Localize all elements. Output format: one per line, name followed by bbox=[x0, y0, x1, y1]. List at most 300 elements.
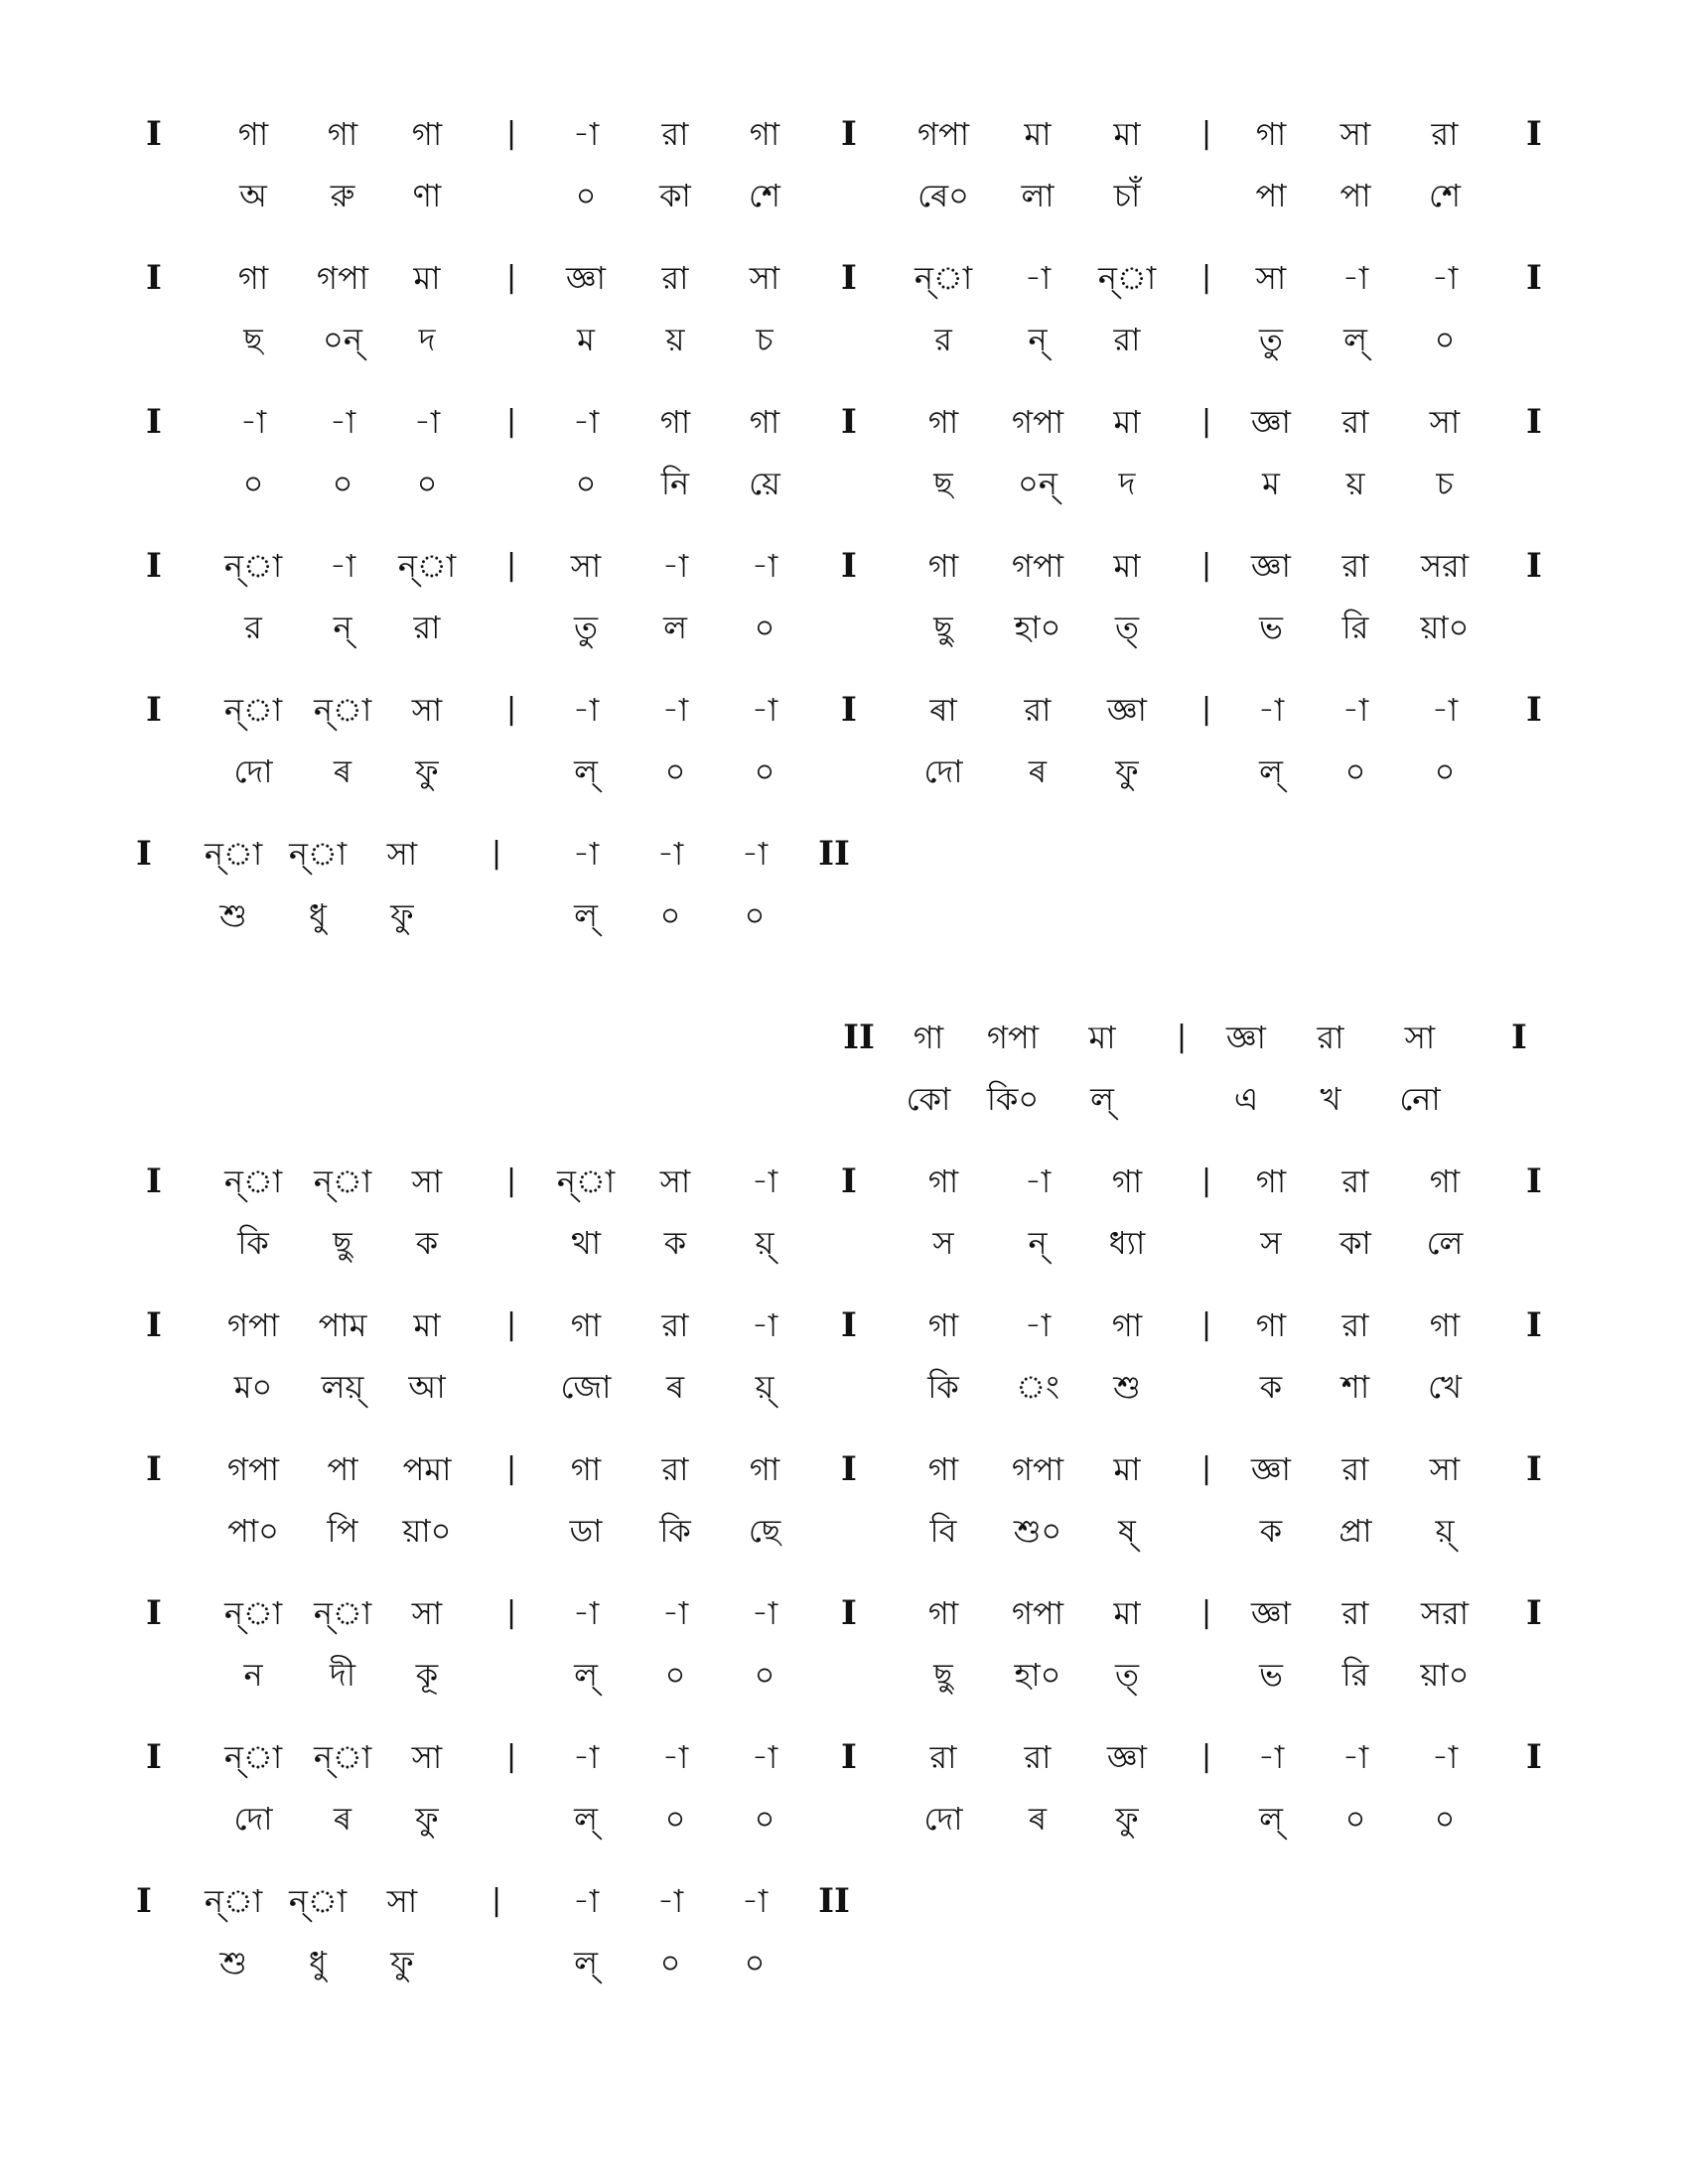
bar-line: II bbox=[843, 1018, 875, 1057]
lyric-syllable: ০ bbox=[1434, 752, 1456, 790]
note-cell: গপা bbox=[917, 115, 969, 153]
note-cell: গা bbox=[927, 1450, 959, 1488]
note-cell: সা bbox=[411, 1594, 443, 1632]
note-cell: রা bbox=[1341, 547, 1369, 585]
note-cell: গা bbox=[927, 1594, 959, 1632]
bar-line: II bbox=[818, 834, 850, 874]
lyric-syllable: ন্ bbox=[1028, 1224, 1048, 1262]
bar-line: I bbox=[841, 1305, 857, 1345]
lyric-syllable: ০ bbox=[1434, 1800, 1456, 1838]
lyric-syllable: ম bbox=[1262, 465, 1280, 502]
lyric-syllable: য়্ bbox=[755, 1368, 774, 1406]
note-cell: গা bbox=[927, 1162, 959, 1200]
note-cell: মা bbox=[1024, 115, 1052, 153]
lyric-syllable: দো bbox=[923, 1800, 963, 1838]
note-cell: পা bbox=[327, 1450, 358, 1488]
beat-separator: | bbox=[505, 548, 517, 583]
lyric-syllable: ম bbox=[577, 321, 595, 358]
note-cell: সা bbox=[749, 259, 780, 297]
note-cell: গপা bbox=[1012, 547, 1063, 585]
lyric-syllable: ০ন্ bbox=[323, 321, 362, 358]
lyric-syllable: ছু bbox=[933, 1656, 953, 1694]
notation-line-8 bbox=[0, 1161, 1688, 1291]
note-cell: -া bbox=[661, 1738, 689, 1776]
lyric-syllable: কি০ bbox=[986, 1080, 1040, 1118]
note-cell: মা bbox=[1113, 115, 1141, 153]
lyric-syllable: আ bbox=[408, 1368, 446, 1406]
note-cell: -া bbox=[572, 1738, 600, 1776]
notation-line-3 bbox=[0, 402, 1688, 531]
lyric-syllable: ০ bbox=[659, 896, 681, 934]
lyric-syllable: কি bbox=[659, 1512, 691, 1550]
lyric-syllable: ল্ bbox=[1090, 1080, 1114, 1118]
notation-line-11 bbox=[0, 1593, 1688, 1722]
note-cell: জ্ঞা bbox=[1251, 1450, 1291, 1488]
note-cell: ন্া bbox=[556, 1162, 616, 1200]
note-cell: গপা bbox=[227, 1450, 279, 1488]
lyric-syllable: র bbox=[244, 609, 262, 646]
lyric-syllable: য়া০ bbox=[402, 1512, 452, 1550]
bar-line: I bbox=[1526, 114, 1542, 154]
note-cell: রা bbox=[661, 259, 689, 297]
beat-separator: | bbox=[505, 1451, 517, 1486]
lyric-syllable: য়্ bbox=[755, 1224, 774, 1262]
note-cell: জ্ঞা bbox=[1107, 1738, 1147, 1776]
lyric-syllable: ল্ bbox=[574, 1656, 598, 1694]
note-cell: ন্া bbox=[223, 1738, 283, 1776]
note-cell: গা bbox=[1111, 1306, 1143, 1344]
beat-separator: | bbox=[505, 260, 517, 295]
lyric-syllable: চাঁ bbox=[1113, 177, 1141, 214]
bar-line: I bbox=[841, 1161, 857, 1201]
note-cell: সা bbox=[659, 1162, 691, 1200]
notation-line-12 bbox=[0, 1737, 1688, 1866]
lyric-syllable: ০ bbox=[664, 1656, 686, 1694]
note-cell: -া bbox=[1341, 1738, 1369, 1776]
lyric-syllable: য় bbox=[665, 321, 685, 358]
lyric-syllable: কা bbox=[659, 177, 691, 214]
lyric-syllable: য়ে bbox=[749, 465, 780, 502]
lyric-syllable: লে bbox=[1426, 1224, 1464, 1262]
note-cell: গা bbox=[1255, 115, 1287, 153]
bar-line: I bbox=[146, 258, 162, 298]
lyric-syllable: এ bbox=[1233, 1080, 1259, 1118]
lyric-syllable: ল bbox=[663, 609, 687, 646]
lyric-syllable: নি bbox=[660, 465, 690, 502]
note-cell: জ্ঞা bbox=[566, 259, 606, 297]
note-cell: মা bbox=[1113, 547, 1141, 585]
note-cell: ন্া bbox=[397, 547, 457, 585]
lyric-syllable: ধু bbox=[309, 1944, 327, 1981]
beat-separator: | bbox=[1200, 1307, 1212, 1342]
note-cell: -া bbox=[656, 835, 684, 873]
note-cell: ন্া bbox=[223, 691, 283, 729]
bar-line: I bbox=[1526, 1161, 1542, 1201]
note-cell: ন্া bbox=[223, 1162, 283, 1200]
note-cell: সরা bbox=[1420, 547, 1470, 585]
note-cell: -া bbox=[329, 547, 356, 585]
note-cell: রা bbox=[661, 115, 689, 153]
lyric-syllable: দ bbox=[1118, 465, 1136, 502]
note-cell: -া bbox=[656, 1882, 684, 1920]
lyric-syllable: ল্ bbox=[1259, 752, 1283, 790]
note-cell: গা bbox=[749, 1450, 780, 1488]
note-cell: গপা bbox=[1012, 1594, 1063, 1632]
lyric-syllable: ০ bbox=[242, 465, 264, 502]
lyric-syllable: পা bbox=[1339, 177, 1371, 214]
lyric-syllable: নো bbox=[1399, 1080, 1441, 1118]
lyric-syllable: ০ bbox=[1344, 752, 1366, 790]
lyric-syllable: ল্ bbox=[574, 1800, 598, 1838]
lyric-syllable: দী bbox=[330, 1656, 355, 1694]
bar-line: I bbox=[146, 402, 162, 442]
lyric-syllable: ০ bbox=[744, 896, 766, 934]
lyric-syllable: ছু bbox=[933, 609, 953, 646]
note-cell: -া bbox=[1257, 1738, 1285, 1776]
lyric-syllable: ০ bbox=[664, 752, 686, 790]
note-cell: মা bbox=[1113, 1594, 1141, 1632]
lyric-syllable: ল্ bbox=[574, 1944, 598, 1981]
note-cell: গা bbox=[1255, 1162, 1287, 1200]
note-cell: সা bbox=[1404, 1019, 1436, 1056]
note-cell: -া bbox=[751, 1738, 778, 1776]
note-cell: রা bbox=[1341, 1162, 1369, 1200]
lyric-syllable: কা bbox=[1339, 1224, 1371, 1262]
lyric-syllable: তু bbox=[573, 609, 598, 646]
lyric-syllable: ন bbox=[243, 1656, 263, 1694]
lyric-syllable: চ bbox=[1436, 465, 1454, 502]
lyric-syllable: শু bbox=[1113, 1368, 1141, 1406]
bar-line: I bbox=[146, 1161, 162, 1201]
note-cell: গা bbox=[927, 547, 959, 585]
lyric-syllable: ভ bbox=[1259, 609, 1283, 646]
lyric-syllable: ০ bbox=[754, 609, 775, 646]
lyric-syllable: জো bbox=[560, 1368, 612, 1406]
note-cell: সা bbox=[411, 1162, 443, 1200]
bar-line: I bbox=[146, 1593, 162, 1633]
note-cell: গা bbox=[411, 115, 443, 153]
lyric-syllable: রা bbox=[413, 609, 441, 646]
beat-separator: | bbox=[1200, 1451, 1212, 1486]
lyric-syllable: ০ bbox=[332, 465, 353, 502]
lyric-syllable: ফু bbox=[1115, 1800, 1139, 1838]
note-cell: ৰা bbox=[929, 691, 957, 729]
note-cell: ন্া bbox=[1097, 259, 1157, 297]
lyric-syllable: থা bbox=[570, 1224, 601, 1262]
note-cell: -া bbox=[1024, 1306, 1052, 1344]
lyric-syllable: লা bbox=[1021, 177, 1055, 214]
note-cell: -া bbox=[661, 547, 689, 585]
lyric-syllable: ল্ bbox=[1343, 321, 1367, 358]
beat-separator: | bbox=[1200, 548, 1212, 583]
bar-line: I bbox=[146, 546, 162, 586]
note-cell: জ্ঞা bbox=[1226, 1019, 1266, 1056]
lyric-syllable: শা bbox=[1340, 1368, 1370, 1406]
note-cell: মা bbox=[413, 1306, 441, 1344]
lyric-syllable: ৰ bbox=[333, 752, 352, 790]
notation-line-10 bbox=[0, 1449, 1688, 1578]
lyric-syllable: ০ bbox=[1344, 1800, 1366, 1838]
lyric-syllable: ম০ bbox=[233, 1368, 273, 1406]
note-cell: ন্া bbox=[313, 691, 372, 729]
note-cell: রা bbox=[1341, 1594, 1369, 1632]
note-cell: জ্ঞা bbox=[1251, 547, 1291, 585]
lyric-syllable: দো bbox=[233, 752, 273, 790]
bar-line: I bbox=[841, 690, 857, 730]
lyric-syllable: রা bbox=[1113, 321, 1141, 358]
lyric-syllable: রি bbox=[1341, 609, 1369, 646]
note-cell: সা bbox=[570, 547, 602, 585]
note-cell: গা bbox=[570, 1450, 602, 1488]
note-cell: ন্া bbox=[204, 1882, 263, 1920]
note-cell: সরা bbox=[1420, 1594, 1470, 1632]
beat-separator: | bbox=[1200, 1595, 1212, 1630]
lyric-syllable: ল্ bbox=[1259, 1800, 1283, 1838]
note-cell: রা bbox=[1341, 403, 1369, 441]
note-cell: ন্া bbox=[313, 1162, 372, 1200]
note-cell: মা bbox=[1113, 403, 1141, 441]
note-cell: গপা bbox=[227, 1306, 279, 1344]
lyric-syllable: পা bbox=[1255, 177, 1287, 214]
notation-line-4 bbox=[0, 546, 1688, 675]
note-cell: -া bbox=[751, 1162, 778, 1200]
lyric-syllable: লয়্ bbox=[321, 1368, 364, 1406]
bar-line: I bbox=[146, 690, 162, 730]
beat-separator: | bbox=[505, 1739, 517, 1774]
bar-line: I bbox=[1526, 402, 1542, 442]
bar-line: I bbox=[136, 1881, 152, 1921]
lyric-syllable: র bbox=[934, 321, 952, 358]
lyric-syllable: দো bbox=[233, 1800, 273, 1838]
note-cell: গা bbox=[749, 403, 780, 441]
beat-separator: | bbox=[491, 1883, 502, 1918]
note-cell: রা bbox=[1431, 115, 1459, 153]
note-cell: ন্া bbox=[223, 1594, 283, 1632]
lyric-syllable: দো bbox=[923, 752, 963, 790]
lyric-syllable: ০ bbox=[659, 1944, 681, 1981]
note-cell: -া bbox=[572, 1882, 600, 1920]
beat-separator: | bbox=[1200, 404, 1212, 439]
lyric-syllable: শু bbox=[219, 1944, 247, 1981]
lyric-syllable: ল্ bbox=[574, 896, 598, 934]
lyric-syllable: ছু bbox=[333, 1224, 352, 1262]
note-cell: মা bbox=[413, 259, 441, 297]
note-cell: -া bbox=[751, 547, 778, 585]
lyric-syllable: ক bbox=[663, 1224, 687, 1262]
lyric-syllable: ত্ bbox=[1114, 609, 1139, 646]
note-cell: -া bbox=[239, 403, 267, 441]
note-cell: -া bbox=[741, 835, 769, 873]
bar-line: I bbox=[841, 114, 857, 154]
bar-line: I bbox=[146, 1449, 162, 1489]
lyric-syllable: ০ন্ bbox=[1018, 465, 1057, 502]
lyric-syllable: য়্ bbox=[1435, 1512, 1455, 1550]
lyric-syllable: ৰ bbox=[665, 1368, 685, 1406]
beat-separator: | bbox=[505, 692, 517, 727]
lyric-syllable: ষ্ bbox=[1118, 1512, 1136, 1550]
note-cell: ন্া bbox=[288, 1882, 348, 1920]
note-cell: -া bbox=[413, 403, 441, 441]
lyric-syllable: কি bbox=[237, 1224, 269, 1262]
bar-line: I bbox=[1526, 1593, 1542, 1633]
lyric-syllable: প্রা bbox=[1338, 1512, 1372, 1550]
note-cell: -া bbox=[1024, 1162, 1052, 1200]
lyric-syllable: ৰ bbox=[1028, 752, 1048, 790]
note-cell: -া bbox=[1024, 259, 1052, 297]
note-cell: রা bbox=[1341, 1306, 1369, 1344]
note-cell: জ্ঞা bbox=[1107, 691, 1147, 729]
bar-line: I bbox=[1526, 546, 1542, 586]
bar-line: II bbox=[818, 1881, 850, 1921]
beat-separator: | bbox=[505, 116, 517, 151]
bar-line: I bbox=[1526, 690, 1542, 730]
bar-line: I bbox=[841, 1593, 857, 1633]
note-cell: ন্া bbox=[313, 1594, 372, 1632]
note-cell: রা bbox=[661, 1450, 689, 1488]
lyric-syllable: য় bbox=[1345, 465, 1365, 502]
lyric-syllable: ণা bbox=[412, 177, 442, 214]
lyric-syllable: য়া০ bbox=[1420, 1656, 1470, 1694]
note-cell: -া bbox=[661, 1594, 689, 1632]
notation-line-1 bbox=[0, 114, 1688, 243]
note-cell: মা bbox=[1088, 1019, 1116, 1056]
lyric-syllable: বি bbox=[929, 1512, 957, 1550]
note-cell: ন্া bbox=[223, 547, 283, 585]
lyric-syllable: খে bbox=[1428, 1368, 1462, 1406]
lyric-syllable: ফু bbox=[390, 896, 414, 934]
lyric-syllable: ছ bbox=[243, 321, 263, 358]
note-cell: -া bbox=[572, 691, 600, 729]
notation-line-9 bbox=[0, 1305, 1688, 1434]
lyric-syllable: কো bbox=[906, 1080, 951, 1118]
lyric-syllable: কূ bbox=[415, 1656, 439, 1694]
lyric-syllable: ং bbox=[1016, 1368, 1059, 1406]
lyric-syllable: দ bbox=[418, 321, 436, 358]
bar-line: I bbox=[841, 1737, 857, 1777]
note-cell: রা bbox=[1341, 1450, 1369, 1488]
lyric-syllable: ন্ bbox=[333, 609, 352, 646]
note-cell: গপা bbox=[1012, 403, 1063, 441]
note-cell: -া bbox=[1341, 259, 1369, 297]
lyric-syllable: ০ bbox=[754, 1656, 775, 1694]
lyric-syllable: হা০ bbox=[1014, 1656, 1061, 1694]
lyric-syllable: ধু bbox=[309, 896, 327, 934]
note-cell: পাম bbox=[318, 1306, 367, 1344]
beat-separator: | bbox=[1200, 1163, 1212, 1198]
beat-separator: | bbox=[505, 404, 517, 439]
lyric-syllable: ছে bbox=[748, 1512, 781, 1550]
note-cell: সা bbox=[1255, 259, 1287, 297]
bar-line: I bbox=[146, 114, 162, 154]
bar-line: I bbox=[136, 834, 152, 874]
lyric-syllable: রু bbox=[330, 177, 355, 214]
note-cell: গা bbox=[927, 1306, 959, 1344]
lyric-syllable: চ bbox=[756, 321, 774, 358]
lyric-syllable: ০ bbox=[575, 177, 597, 214]
lyric-syllable: পি bbox=[327, 1512, 358, 1550]
note-cell: সা bbox=[386, 1882, 418, 1920]
lyric-syllable: ৰ bbox=[333, 1800, 352, 1838]
lyric-syllable: ০ bbox=[1434, 321, 1456, 358]
note-cell: -া bbox=[572, 835, 600, 873]
beat-separator: | bbox=[505, 1163, 517, 1198]
lyric-syllable: ০ bbox=[744, 1944, 766, 1981]
notation-line-7 bbox=[0, 1018, 1688, 1147]
lyric-syllable: ০ bbox=[575, 465, 597, 502]
lyric-syllable: কি bbox=[927, 1368, 959, 1406]
note-cell: ন্া bbox=[313, 1738, 372, 1776]
lyric-syllable: ৰ bbox=[1028, 1800, 1048, 1838]
lyric-syllable: ০ bbox=[416, 465, 438, 502]
note-cell: -া bbox=[1341, 691, 1369, 729]
lyric-syllable: স bbox=[932, 1224, 954, 1262]
note-cell: রা bbox=[1024, 1738, 1052, 1776]
lyric-syllable: হা০ bbox=[1014, 609, 1061, 646]
bar-line: I bbox=[1526, 1737, 1542, 1777]
lyric-syllable: পা০ bbox=[227, 1512, 279, 1550]
note-cell: গা bbox=[749, 115, 780, 153]
note-cell: গা bbox=[913, 1019, 944, 1056]
note-cell: জ্ঞা bbox=[1251, 1594, 1291, 1632]
note-cell: -া bbox=[1257, 691, 1285, 729]
note-cell: গা bbox=[237, 115, 269, 153]
lyric-syllable: ফু bbox=[390, 1944, 414, 1981]
note-cell: গা bbox=[570, 1306, 602, 1344]
bar-line: I bbox=[146, 1737, 162, 1777]
note-cell: গা bbox=[659, 403, 691, 441]
beat-separator: | bbox=[1200, 116, 1212, 151]
note-cell: সা bbox=[411, 1738, 443, 1776]
note-cell: -া bbox=[751, 1594, 778, 1632]
note-cell: -া bbox=[751, 691, 778, 729]
beat-separator: | bbox=[505, 1595, 517, 1630]
lyric-syllable: ধ্যা bbox=[1108, 1224, 1146, 1262]
note-cell: ন্া bbox=[288, 835, 348, 873]
beat-separator: | bbox=[491, 836, 502, 871]
note-cell: গপা bbox=[987, 1019, 1039, 1056]
note-cell: পমা bbox=[402, 1450, 452, 1488]
note-cell: -া bbox=[572, 115, 600, 153]
note-cell: জ্ঞা bbox=[1251, 403, 1291, 441]
note-cell: রা bbox=[929, 1738, 957, 1776]
beat-separator: | bbox=[1200, 692, 1212, 727]
lyric-syllable: ন্ bbox=[1028, 321, 1048, 358]
beat-separator: | bbox=[1200, 1739, 1212, 1774]
lyric-syllable: শু০ bbox=[1013, 1512, 1062, 1550]
note-cell: গা bbox=[927, 403, 959, 441]
beat-separator: | bbox=[1176, 1020, 1188, 1054]
note-cell: রা bbox=[1317, 1019, 1344, 1056]
beat-separator: | bbox=[505, 1307, 517, 1342]
notation-line-13 bbox=[0, 1881, 1688, 2010]
lyric-syllable: ফু bbox=[1115, 752, 1139, 790]
bar-line: I bbox=[841, 258, 857, 298]
bar-line: I bbox=[1511, 1018, 1527, 1057]
lyric-syllable: ক bbox=[1259, 1512, 1283, 1550]
bar-line: I bbox=[841, 402, 857, 442]
note-cell: ন্া bbox=[914, 259, 973, 297]
note-cell: গা bbox=[1111, 1162, 1143, 1200]
note-cell: -া bbox=[1431, 691, 1459, 729]
note-cell: গা bbox=[1429, 1162, 1461, 1200]
lyric-syllable: ক bbox=[415, 1224, 439, 1262]
note-cell: -া bbox=[572, 1594, 600, 1632]
lyric-syllable: ফু bbox=[415, 752, 439, 790]
note-cell: রা bbox=[661, 1306, 689, 1344]
note-cell: মা bbox=[1113, 1450, 1141, 1488]
bar-line: I bbox=[1526, 1449, 1542, 1489]
note-cell: সা bbox=[386, 835, 418, 873]
